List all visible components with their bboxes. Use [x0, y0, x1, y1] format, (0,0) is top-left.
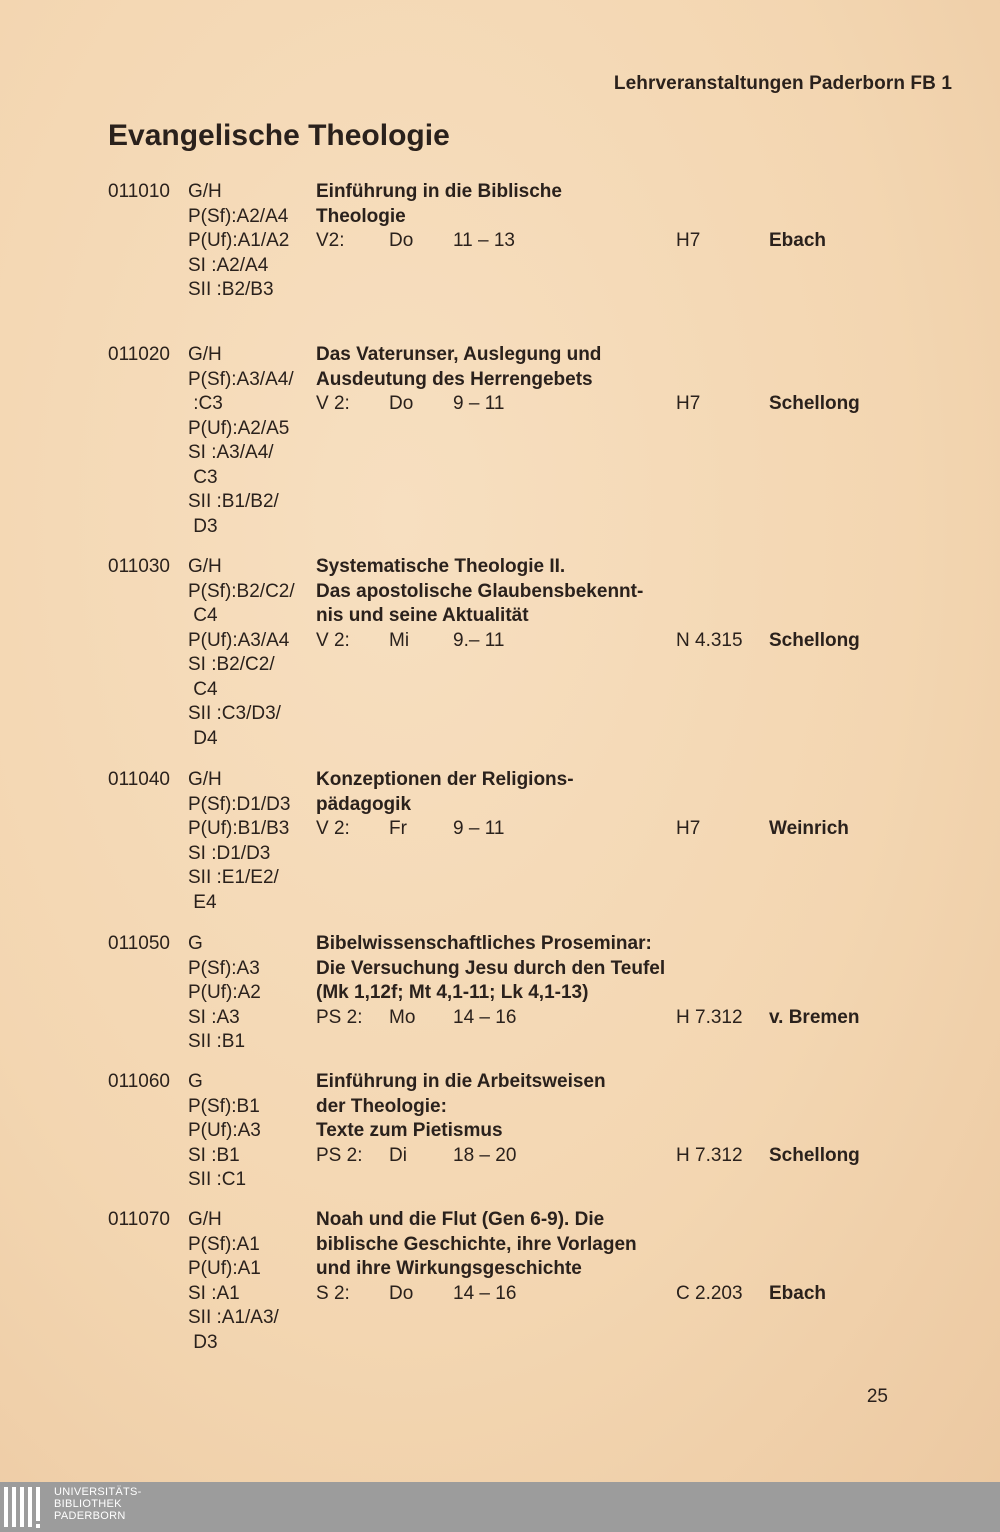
- code-line: SI :B2/C2/: [188, 654, 275, 675]
- course-codes: [188, 368, 294, 540]
- code-line: P(Uf):A2/A5: [188, 417, 290, 439]
- course-type: G: [188, 933, 203, 954]
- course-title: [316, 768, 574, 817]
- course-day: Do: [389, 1282, 414, 1304]
- title-line: und ihre Wirkungsgeschichte: [316, 1258, 582, 1279]
- course-time: 9 – 11: [453, 818, 505, 839]
- course-entry: [108, 555, 908, 749]
- code-line: P(Sf):B2/C2/: [188, 580, 295, 602]
- course-time: 18 – 20: [453, 1144, 517, 1166]
- course-type: G/H: [188, 344, 222, 365]
- section-title: Evangelische Theologie: [108, 119, 450, 152]
- course-entry: [108, 180, 908, 300]
- course-lecturer: Ebach: [769, 1282, 827, 1304]
- title-line: nis und seine Aktualität: [316, 605, 529, 626]
- course-room: H7: [676, 230, 701, 251]
- course-type: G/H: [188, 181, 222, 202]
- title-line: Theologie: [316, 205, 406, 227]
- course-format: V2:: [316, 230, 345, 251]
- course-format: V 2:: [316, 629, 350, 651]
- course-type: G: [188, 1071, 203, 1092]
- logo-line: UNIVERSITÄTS-: [54, 1486, 142, 1498]
- course-day: Do: [389, 393, 414, 414]
- course-entry: [108, 343, 908, 537]
- code-line: SII :C3/D3/: [188, 703, 281, 724]
- library-footer: [0, 1482, 1000, 1532]
- code-line: P(Sf):A3: [188, 957, 260, 979]
- course-number: 011050: [108, 933, 170, 954]
- course-title: [316, 343, 601, 392]
- course-day: Do: [389, 230, 414, 251]
- code-line: SII :B1/B2/: [188, 491, 279, 512]
- course-format: V 2:: [316, 818, 350, 839]
- course-room: N 4.315: [676, 629, 743, 651]
- course-codes: [188, 1233, 279, 1356]
- course-title: [316, 555, 643, 629]
- course-format: PS 2:: [316, 1006, 363, 1028]
- running-header: Lehrveranstaltungen Paderborn FB 1: [613, 73, 952, 94]
- title-line: Das Vaterunser, Auslegung und: [316, 344, 602, 365]
- course-day: Fr: [389, 818, 407, 839]
- course-number: 011060: [108, 1071, 170, 1092]
- course-codes: [188, 1095, 261, 1193]
- code-line: C3: [188, 466, 218, 488]
- course-number: 011070: [108, 1209, 170, 1230]
- title-line: Einführung in die Arbeitsweisen: [316, 1071, 606, 1092]
- library-logo-icon: [4, 1485, 48, 1529]
- course-format: S 2:: [316, 1282, 350, 1304]
- course-lecturer: Weinrich: [769, 818, 849, 839]
- code-line: C4: [188, 678, 218, 700]
- title-line: (Mk 1,12f; Mt 4,1-11; Lk 4,1-13): [316, 982, 589, 1003]
- code-line: D3: [188, 1331, 218, 1353]
- title-line: Noah und die Flut (Gen 6-9). Die: [316, 1209, 605, 1230]
- code-line: P(Uf):A3: [188, 1120, 261, 1141]
- code-line: C4: [188, 605, 218, 626]
- code-line: SII :B1: [188, 1031, 246, 1052]
- code-line: P(Sf):A3/A4/: [188, 368, 294, 390]
- title-line: pädagogik: [316, 793, 412, 815]
- title-line: Systematische Theologie II.: [316, 556, 566, 577]
- code-line: P(Uf):A3/A4: [188, 629, 290, 651]
- course-room: C 2.203: [676, 1282, 743, 1304]
- title-line: der Theologie:: [316, 1095, 447, 1117]
- code-line: P(Sf):A1: [188, 1233, 260, 1255]
- course-number: 011030: [108, 556, 170, 577]
- course-room: H 7.312: [676, 1006, 743, 1028]
- course-number: 011020: [108, 344, 170, 365]
- logo-line: PADERBORN: [54, 1510, 126, 1522]
- code-line: D3: [188, 515, 218, 537]
- course-lecturer: Ebach: [769, 230, 827, 251]
- code-line: SII :E1/E2/: [188, 867, 279, 888]
- code-line: P(Sf):D1/D3: [188, 793, 291, 815]
- course-day: Mo: [389, 1006, 416, 1028]
- course-entry: [108, 1208, 908, 1353]
- title-line: Das apostolische Glaubensbekennt-: [316, 580, 644, 602]
- course-time: 9 – 11: [453, 393, 505, 414]
- course-type: G/H: [188, 1209, 222, 1230]
- course-lecturer: Schellong: [769, 1144, 860, 1166]
- code-line: SII :C1: [188, 1169, 247, 1190]
- course-lecturer: v. Bremen: [769, 1006, 860, 1028]
- course-room: H7: [676, 818, 701, 839]
- course-title: [316, 1208, 637, 1282]
- code-line: SII :B2/B3: [188, 279, 274, 300]
- code-line: SII :A1/A3/: [188, 1307, 279, 1328]
- course-time: 9.– 11: [453, 629, 505, 651]
- course-entry: [108, 932, 908, 1052]
- course-format: V 2:: [316, 393, 350, 414]
- course-format: PS 2:: [316, 1144, 363, 1166]
- title-line: biblische Geschichte, ihre Vorlagen: [316, 1233, 637, 1255]
- course-room: H7: [676, 393, 701, 414]
- course-time: 14 – 16: [453, 1282, 517, 1304]
- code-line: P(Sf):B1: [188, 1095, 260, 1117]
- code-line: P(Sf):A2/A4: [188, 205, 289, 227]
- course-day: Di: [389, 1144, 407, 1166]
- title-line: Die Versuchung Jesu durch den Teufel: [316, 957, 666, 979]
- code-line: SI :A1: [188, 1282, 240, 1304]
- code-line: SI :D1/D3: [188, 842, 271, 864]
- course-type: G/H: [188, 769, 222, 790]
- code-line: P(Uf):B1/B3: [188, 818, 290, 839]
- title-line: Ausdeutung des Herrengebets: [316, 368, 593, 390]
- code-line: D4: [188, 727, 218, 749]
- course-type: G/H: [188, 556, 222, 577]
- title-line: Bibelwissenschaftliches Proseminar:: [316, 933, 652, 954]
- code-line: E4: [188, 891, 217, 913]
- course-lecturer: Schellong: [769, 629, 860, 651]
- code-line: SI :A3: [188, 1006, 240, 1028]
- library-logo-text: [54, 1486, 142, 1522]
- course-day: Mi: [389, 629, 410, 651]
- course-time: 11 – 13: [453, 230, 515, 251]
- course-entry: [108, 768, 908, 913]
- code-line: P(Uf):A2: [188, 982, 261, 1003]
- course-number: 011010: [108, 181, 170, 202]
- code-line: P(Uf):A1: [188, 1258, 261, 1279]
- course-codes: [188, 793, 290, 916]
- course-codes: [188, 205, 289, 303]
- course-lecturer: Schellong: [769, 393, 860, 414]
- course-title: [316, 1070, 606, 1144]
- title-line: Einführung in die Biblische: [316, 181, 562, 202]
- course-codes: [188, 580, 295, 752]
- code-line: SI :A2/A4: [188, 254, 269, 276]
- course-room: H 7.312: [676, 1144, 743, 1166]
- code-line: :C3: [188, 393, 223, 414]
- page-number: 25: [866, 1386, 888, 1407]
- course-time: 14 – 16: [453, 1006, 517, 1028]
- code-line: SI :B1: [188, 1144, 240, 1166]
- title-line: Texte zum Pietismus: [316, 1120, 503, 1141]
- logo-line: BIBLIOTHEK: [54, 1498, 122, 1510]
- code-line: SI :A3/A4/: [188, 442, 274, 463]
- course-entry: [108, 1070, 908, 1190]
- course-title: [316, 932, 665, 1006]
- course-number: 011040: [108, 769, 170, 790]
- code-line: P(Uf):A1/A2: [188, 230, 290, 251]
- course-title: [316, 180, 562, 229]
- title-line: Konzeptionen der Religions-: [316, 769, 574, 790]
- course-codes: [188, 957, 261, 1055]
